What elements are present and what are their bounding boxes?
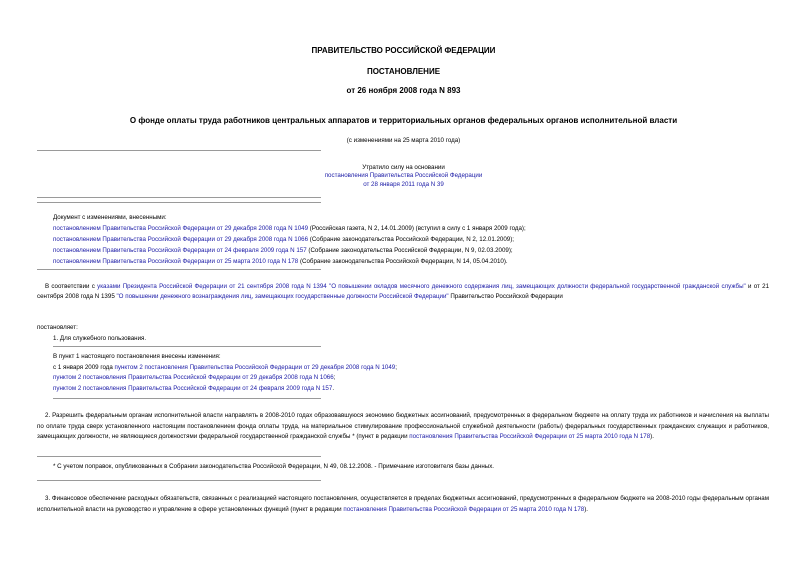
amended-by-block [53, 212, 773, 267]
point-1-changes-intro: В пункт 1 настоящего постановления внесены изменения: [53, 353, 221, 360]
amendment-link[interactable]: постановлением Правительства Российской Федерации от 24 февраля 2009 года N 157 [53, 247, 307, 254]
amended-by-intro: Документ с изменениями, внесенными: [53, 214, 167, 221]
divider [37, 456, 321, 457]
change-link[interactable]: пунктом 2 постановления Правительства Российской Федерации от 29 декабря 2008 года N 1049 [114, 363, 396, 371]
divider [37, 202, 321, 203]
org-title: ПРАВИТЕЛЬСТВО РОССИЙСКОЙ ФЕДЕРАЦИИ [311, 46, 496, 55]
divider [53, 398, 321, 399]
point-3: 3. Финансовое обеспечение расходных обязательств, связанных с реализацией настоящего постановления, осуществляется в пределах бюджетных ассигнований, предусмотренных в федеральном бюджете на 2008-2010 годы федеральным органам исполнительной власти на руководство и управление в сфере установленных функций (пункт в редакции постановления Правительства Российской Федерации от 25 марта 2010 года N 178). [37, 495, 769, 513]
divider [37, 269, 321, 270]
list-item: постановлением Правительства Российской Федерации от 24 февраля 2009 года N 157 (Собрание законодательства Российской Федерации, N 9, 02.03.2009); [53, 247, 513, 254]
point-1: 1. Для служебного пользования. [53, 335, 147, 342]
lost-force-line: Утратило силу на основании [362, 164, 445, 171]
list-item: постановлением Правительства Российской Федерации от 25 марта 2010 года N 178 (Собрание законодательства Российской Федерации, N 14, 05.04.2010). [53, 258, 508, 265]
postanovlyaet: постановляет: [37, 324, 78, 331]
list-item: пунктом 2 постановления Правительства Российской Федерации от 29 декабря 2008 года N 1066; [53, 374, 336, 381]
doc-type: ПОСТАНОВЛЕНИЕ [366, 67, 441, 76]
divider [37, 197, 321, 198]
p3-redaction-link[interactable]: постановления Правительства Российской Федерации от 25 марта 2010 года N 178 [343, 505, 585, 513]
change-link[interactable]: пунктом 2 постановления Правительства Российской Федерации от 29 декабря 2008 года N 1066 [53, 374, 334, 381]
point-1-changes [53, 352, 773, 394]
doc-date: от 26 ноября 2008 года N 893 [346, 86, 461, 95]
point-2: 2. Разрешить федеральным органам исполнительной власти направлять в 2008-2010 годах образовавшуюся экономию бюджетных ассигнований, предусмотренных в федеральном бюджете на оплату труда их работников и начисления на выплаты по оплате труда сверх установленного настоящим постановлением фонда оплаты труда, на материальное стимулирование профессиональной служебной деятельности (работы) федеральных государственных гражданских служащих и работников, замещающих должности, не являющиеся должностями федеральной государственной гражданской службы * (пункт в редакции постановления Правительства Российской Федерации от 25 марта 2010 года N 178). [37, 412, 769, 440]
amendment-link[interactable]: постановлением Правительства Российской Федерации от 29 декабря 2008 года N 1049 [53, 225, 309, 232]
doc-title: О фонде оплаты труда работников центральных аппаратов и территориальных органов федеральных органов исполнительной власти [129, 116, 678, 125]
amendment-link[interactable]: постановлением Правительства Российской Федерации от 29 декабря 2008 года N 1066 [53, 236, 309, 243]
list-item: с 1 января 2009 года пунктом 2 постановления Правительства Российской Федерации от 29 декабря 2008 года N 1049; [53, 363, 397, 371]
ukaz-1395-link[interactable]: "О повышении денежного вознаграждения лиц, замещающих государственные должности Российской Федерации" [116, 293, 449, 300]
list-item: постановлением Правительства Российской Федерации от 29 декабря 2008 года N 1049 (Российская газета, N 2, 14.01.2009) (вступил в силу с 1 января 2009 года); [53, 225, 526, 232]
lost-force-link-date[interactable]: от 28 января 2011 года N 39 [363, 180, 444, 188]
p2-redaction-link[interactable]: постановления Правительства Российской Федерации от 25 марта 2010 года N 178 [409, 433, 651, 440]
footnote: * С учетом поправок, опубликованных в Собрании законодательства Российской Федерации, N 49, 08.12.2008. - Примечание изготовителя базы данных. [53, 463, 495, 470]
divider [37, 150, 321, 151]
change-link[interactable]: пунктом 2 постановления Правительства Российской Федерации от 24 февраля 2009 года N 157 [53, 384, 333, 392]
list-item: пунктом 2 постановления Правительства Российской Федерации от 24 февраля 2009 года N 157. [53, 384, 335, 392]
preamble: В соответствии с указами Президента Российской Федерации от 21 сентября 2008 года N 1394 "О повышении окладов месячного денежного содержания лиц, замещающих должности федеральной государственной гражданской службы" и от 21 сентября 2008 года N 1395 "О повышении денежного вознаграждения лиц, замещающих государственные должности Российской Федерации" Правительство Российской Федерации [37, 283, 770, 300]
lost-force-note [290, 164, 517, 189]
list-item: постановлением Правительства Российской Федерации от 29 декабря 2008 года N 1066 (Собрание законодательства Российской Федерации, N 2, 12.01.2009); [53, 236, 515, 243]
divider [37, 480, 321, 481]
lost-force-link[interactable]: постановления Правительства Российской Федерации [324, 172, 483, 180]
divider [53, 346, 321, 347]
amendment-link[interactable]: постановлением Правительства Российской Федерации от 25 марта 2010 года N 178 [53, 258, 299, 265]
changes-note: (с изменениями на 25 марта 2010 года) [346, 137, 461, 144]
ukaz-1394-link[interactable]: указами Президента Российской Федерации от 21 сентября 2008 года N 1394 "О повышении окладов месячного денежного содержания лиц, замещающих должности федеральной государственной гражданской службы" [97, 283, 746, 290]
